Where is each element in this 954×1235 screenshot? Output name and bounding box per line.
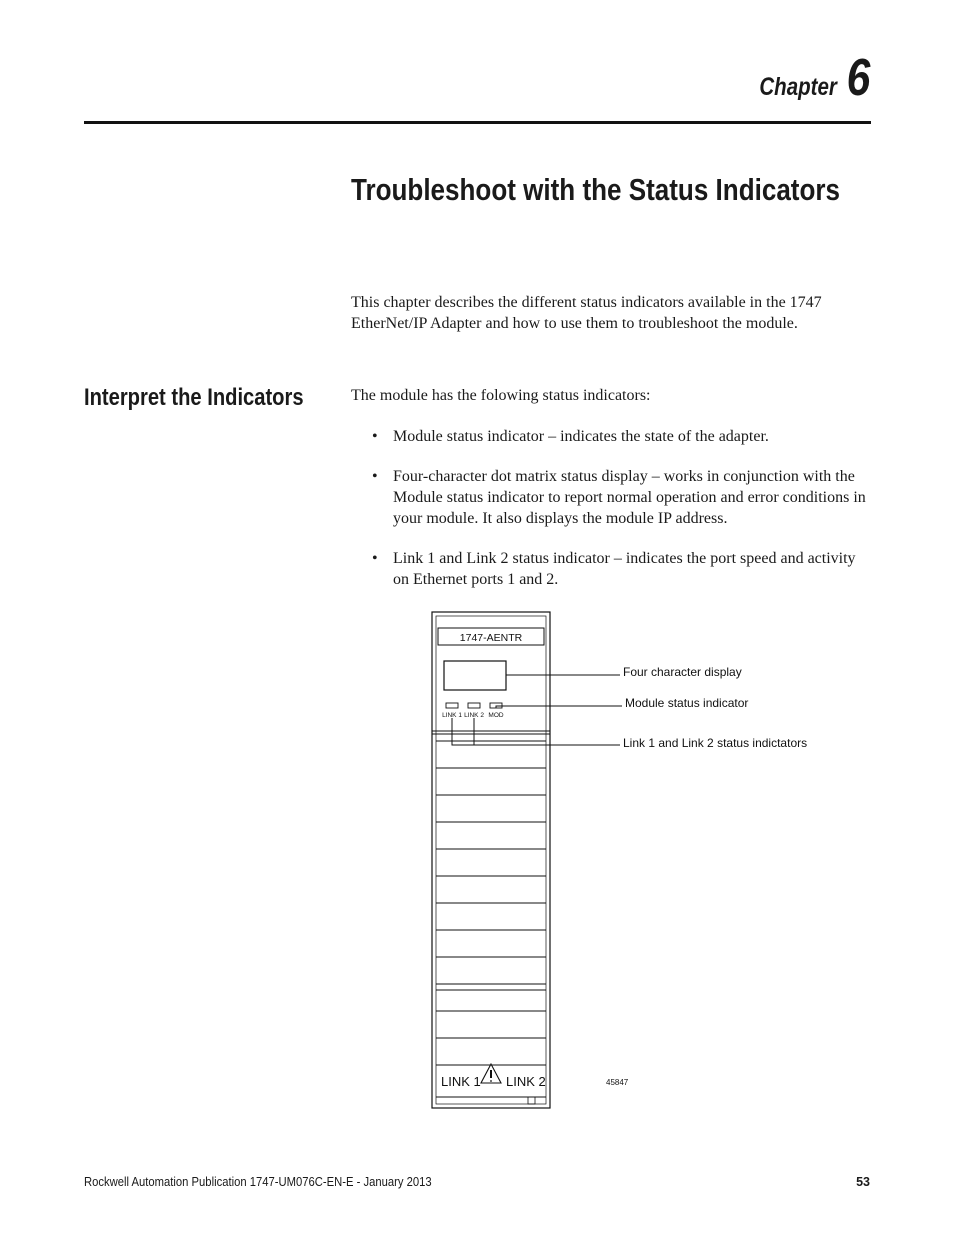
led-label-mod: MOD xyxy=(488,712,504,719)
led-label-link2: LINK 2 xyxy=(464,712,484,719)
chapter-number: 6 xyxy=(846,49,870,107)
led-label-link1: LINK 1 xyxy=(442,712,462,719)
section-heading: Interpret the Indicators xyxy=(84,384,304,411)
module-figure xyxy=(420,610,820,1115)
list-item xyxy=(351,548,871,590)
callout-link-status: Link 1 and Link 2 status indictators xyxy=(623,736,808,750)
latch-icon xyxy=(528,1097,535,1104)
intro-paragraph: This chapter describes the different status indicators available in the 1747 EtherNet/IP Adapter and how to use them to troubleshoot the module. xyxy=(351,294,822,332)
bullet-icon: • xyxy=(372,428,378,445)
list-item xyxy=(351,426,871,447)
bullet-icon: • xyxy=(372,468,378,485)
module-label: 1747-AENTR xyxy=(459,632,523,644)
warning-icon xyxy=(481,1064,501,1083)
footer-publication: Rockwell Automation Publication 1747-UM076C-EN-E - January 2013 xyxy=(84,1175,432,1189)
four-character-display xyxy=(444,661,506,690)
list-item xyxy=(351,466,871,529)
list-item-text: Module status indicator – indicates the state of the adapter. xyxy=(393,428,769,445)
list-item-text: Link 1 and Link 2 status indicator – indicates the port speed and activity on Ethernet ports 1 and 2. xyxy=(393,550,856,588)
indicator-list xyxy=(351,426,871,609)
section-lead: The module has the folowing status indicators: xyxy=(351,387,651,404)
link2-led-icon xyxy=(468,703,480,708)
callout-module-status: Module status indicator xyxy=(625,696,749,710)
port-label-link1: LINK 1 xyxy=(441,1074,481,1089)
footer-page-number: 53 xyxy=(856,1175,870,1189)
callout-display: Four character display xyxy=(623,665,742,679)
chapter-heading xyxy=(758,49,870,107)
figure-id: 45847 xyxy=(606,1078,629,1087)
link1-led-icon xyxy=(446,703,458,708)
module-diagram xyxy=(420,610,820,1110)
port-label-link2: LINK 2 xyxy=(506,1074,546,1089)
page-title: Troubleshoot with the Status Indicators xyxy=(351,172,841,207)
bullet-icon: • xyxy=(372,550,378,567)
chapter-rule xyxy=(84,121,871,124)
list-item-text: Four-character dot matrix status display – works in conjunction with the Module status indicator to report normal operation and error conditions in your module. It also displays the module IP address. xyxy=(393,468,866,527)
chapter-label: Chapter xyxy=(758,73,837,101)
callout-line-module-status xyxy=(496,706,622,708)
vent-slots xyxy=(436,741,546,1065)
